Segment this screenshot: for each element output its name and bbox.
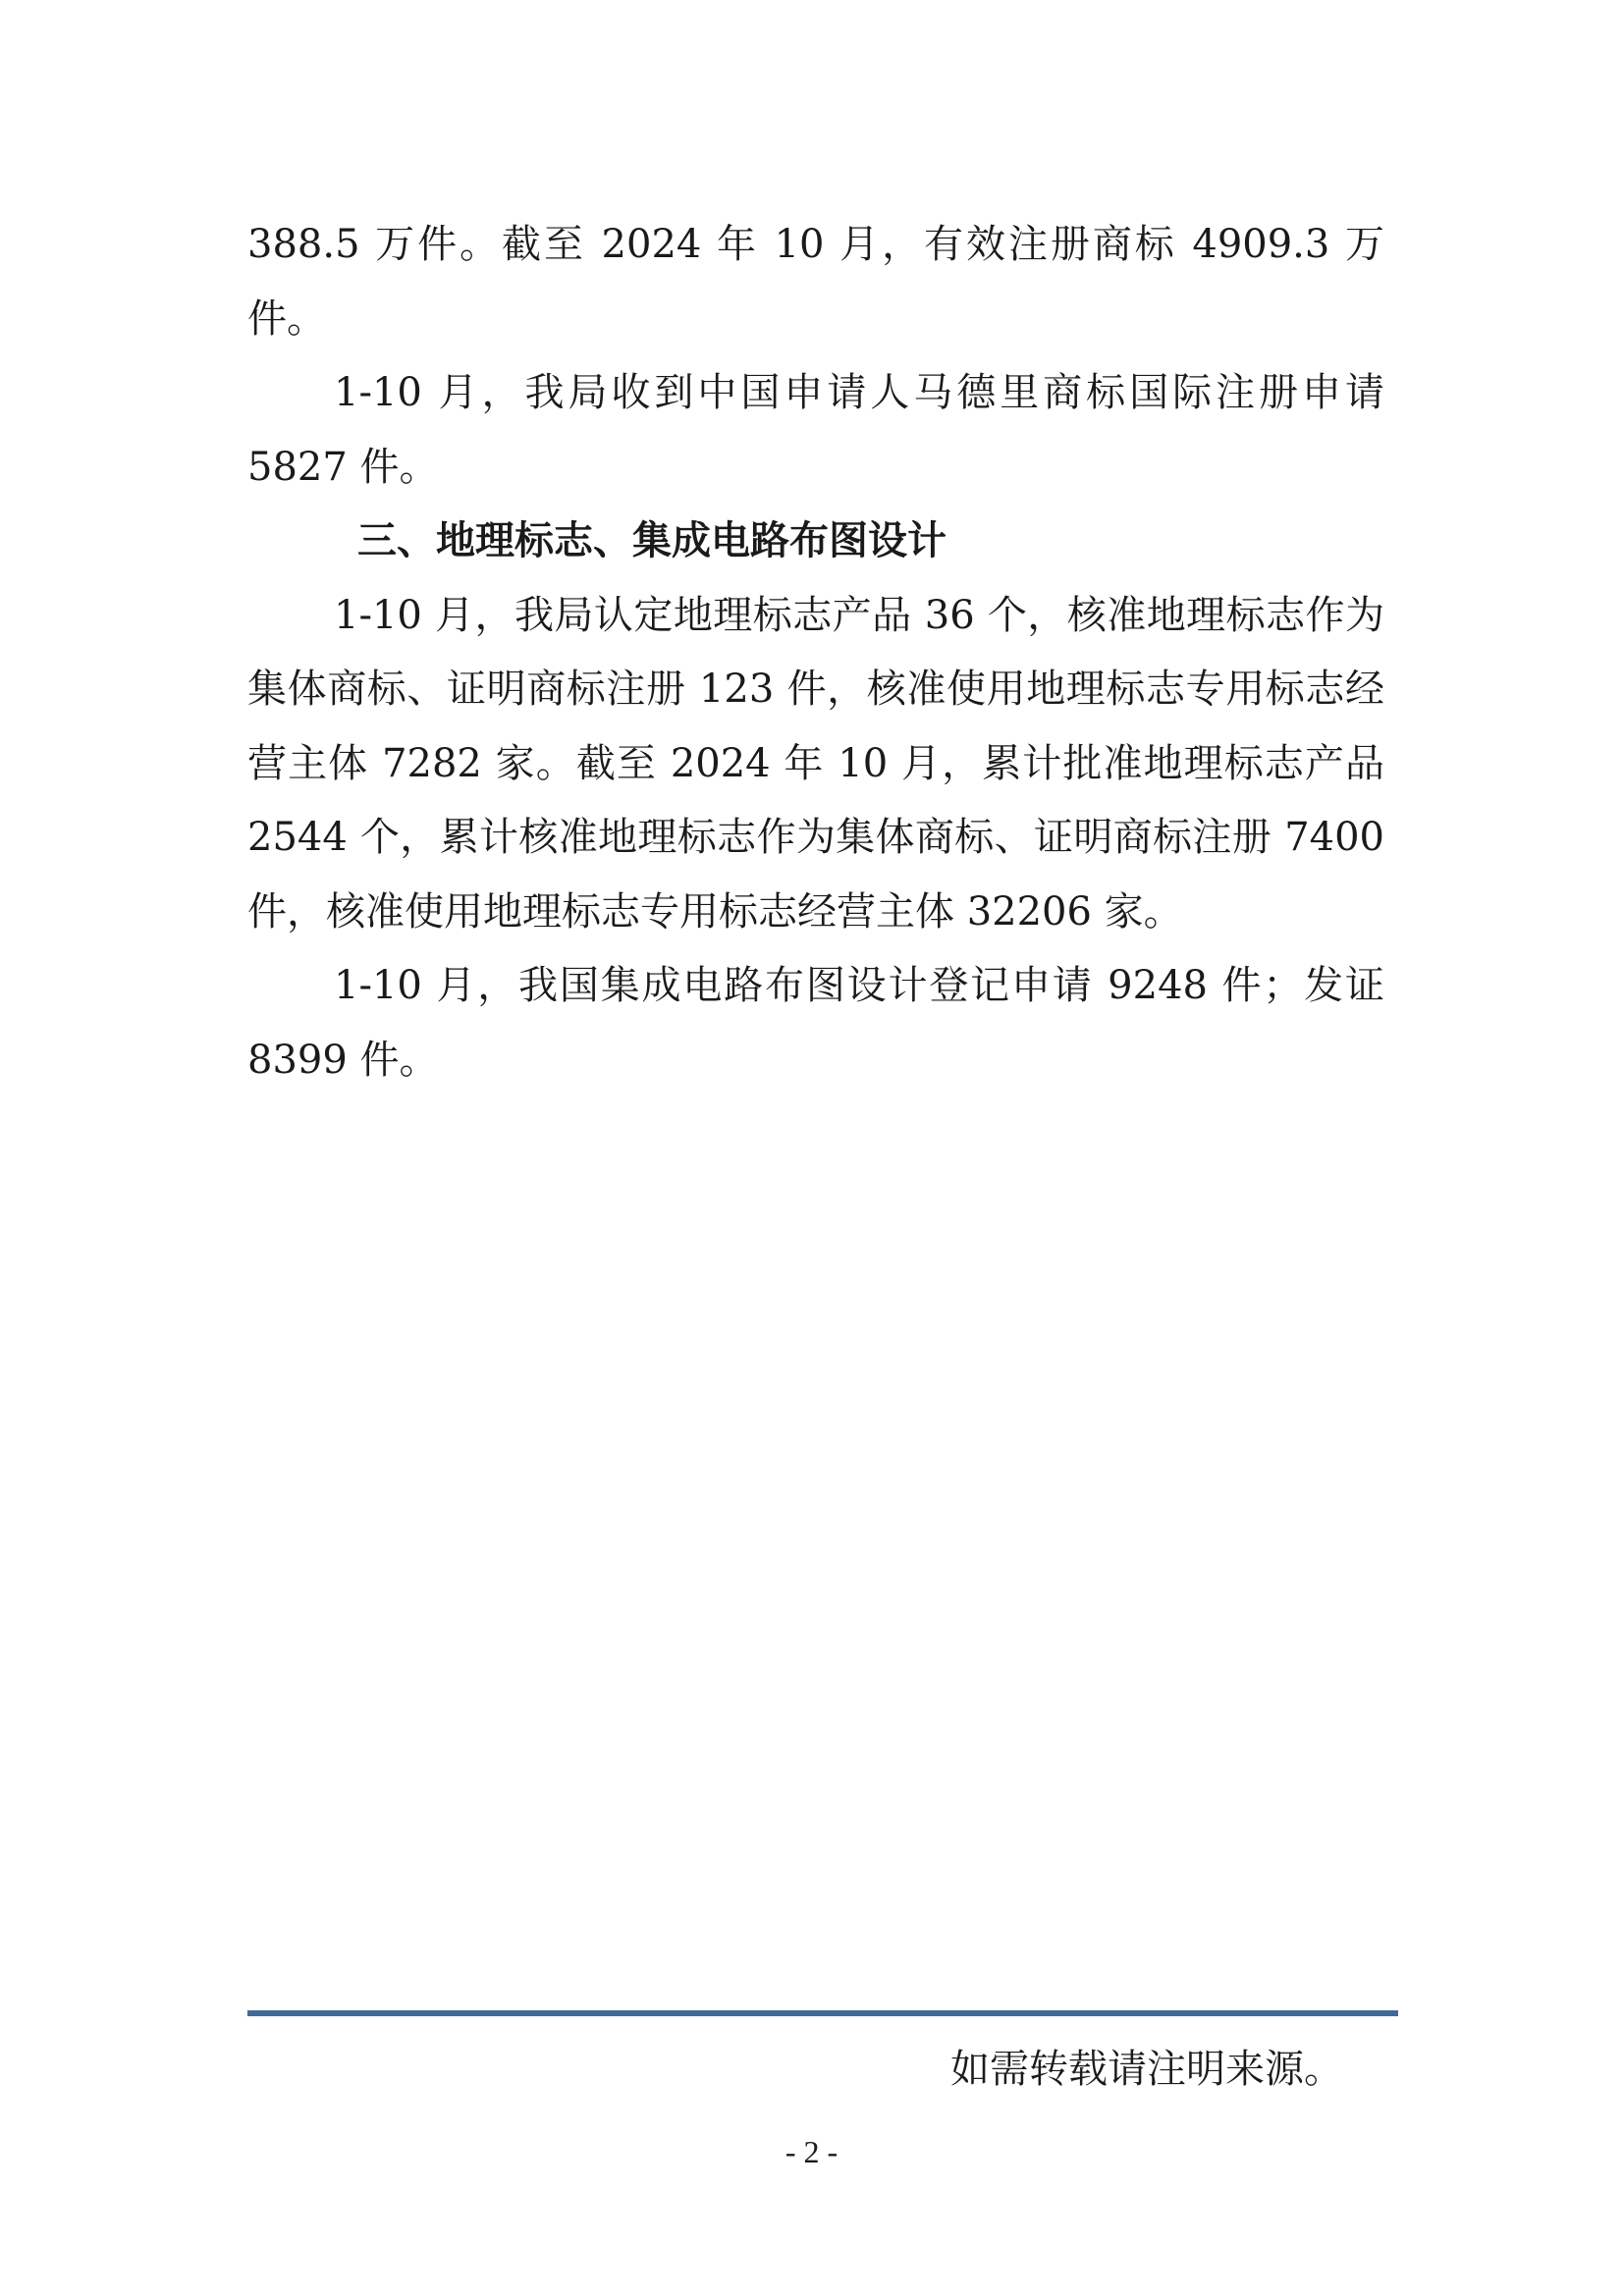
paragraph-madrid-applications: 1-10 月，我局收到中国申请人马德里商标国际注册申请 5827 件。 xyxy=(247,370,1384,490)
paragraph-trademark-totals: 388.5 万件。截至 2024 年 10 月，有效注册商标 4909.3 万件。 xyxy=(247,222,1384,342)
footer-divider xyxy=(247,2010,1398,2016)
paragraph-geographical-indications: 1-10 月，我局认定地理标志产品 36 个，核准地理标志作为集体商标、证明商标注册 123 件，核准使用地理标志专用标志经营主体 7282 家。截至 2024 年 10 月，累计批准地理标志产品 2544 个，累计核准地理标志作为集体商标、证明商标注册 7400 件，核准使用地理标志专用标志经营主体 32206 家。 xyxy=(247,592,1384,934)
document-body xyxy=(247,208,1384,1097)
section-heading-gi-ic: 三、地理标志、集成电路布图设计 xyxy=(357,518,947,563)
page-number: - 2 - xyxy=(784,2134,839,2169)
paragraph-ic-layout-design: 1-10 月，我国集成电路布图设计登记申请 9248 件；发证 8399 件。 xyxy=(247,963,1384,1083)
reprint-notice: 如需转载请注明来源。 xyxy=(950,2047,1343,2092)
